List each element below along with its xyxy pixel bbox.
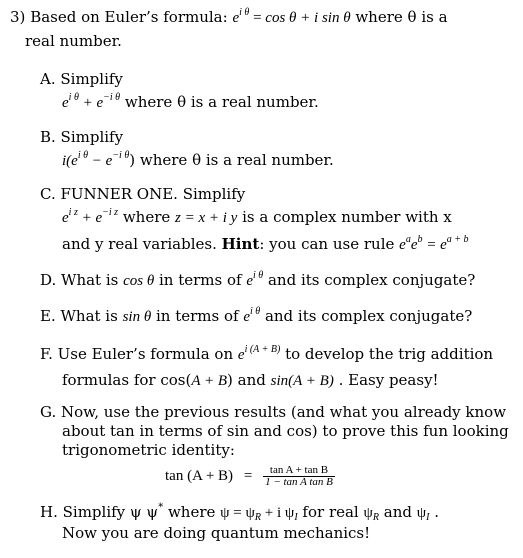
problem-statement-line1: 3) Based on Euler’s formula: $e^{i \theta} = \cos \theta + i$ sin θ where θ is a: [10, 7, 448, 26]
part-g-line2: about tan in terms of sin and cos) to prove this fun looking: [62, 422, 509, 440]
part-a-label: A. Simplify: [40, 70, 123, 88]
part-b-expression: $i(e^{i \theta} - e^{-i \theta})$ where θ is a real number.: [62, 150, 334, 169]
part-c-hint-line: and y real variables. Hint: you can use rule $e^ae^b = e^{a + b}$: [62, 234, 469, 253]
part-g-line1: G. Now, use the previous results (and what you already know: [40, 403, 507, 421]
identity-fraction: $\frac{\text{tan A + tan B}}{\text{1 − tan A tan B}}$: [265, 463, 333, 488]
problem-number: 3): [10, 8, 26, 26]
part-a-expression: $e^{i \theta} + e^{-i \theta}$ where θ is a real number.: [62, 92, 319, 111]
part-c-expression: $e^{i z} + e^{-i z}$ where z = x + i y is a complex number with x: [62, 207, 452, 226]
euler-formula: cos θ + i sin θ: [265, 10, 351, 26]
part-c-label: C. FUNNER ONE. Simplify: [40, 185, 246, 203]
hint-label: Hint: [221, 235, 260, 253]
part-h-line2: Now you are doing quantum mechanics!: [62, 524, 371, 542]
problem-statement-line2: real number.: [25, 32, 122, 50]
part-d: D. What is cos θ in terms of $e^{i \theta}$ and its complex conjugate?: [40, 270, 476, 289]
trig-identity: tan (A + B) = $\frac{\text{tan A + tan B}}{\text{1 − tan A tan B}}$: [165, 463, 333, 488]
part-g-line3: trigonometric identity:: [62, 441, 235, 459]
part-f-line1: F. Use Euler’s formula on $e^{i (A + B)}$ to develop the trig addition: [40, 344, 494, 363]
part-f-line2: formulas for cos(A + B) and sin(A + B) . Easy peasy!: [62, 371, 439, 389]
part-e: E. What is sin θ in terms of $e^{i \theta}$ and its complex conjugate?: [40, 306, 473, 325]
part-b-label: B. Simplify: [40, 128, 124, 146]
part-h-line1: H. Simplify ψ ψ* where $\psi = \psi_R + i$ $\psi_I$ for real $\psi_R$ and $\psi_I$ .: [40, 502, 440, 523]
